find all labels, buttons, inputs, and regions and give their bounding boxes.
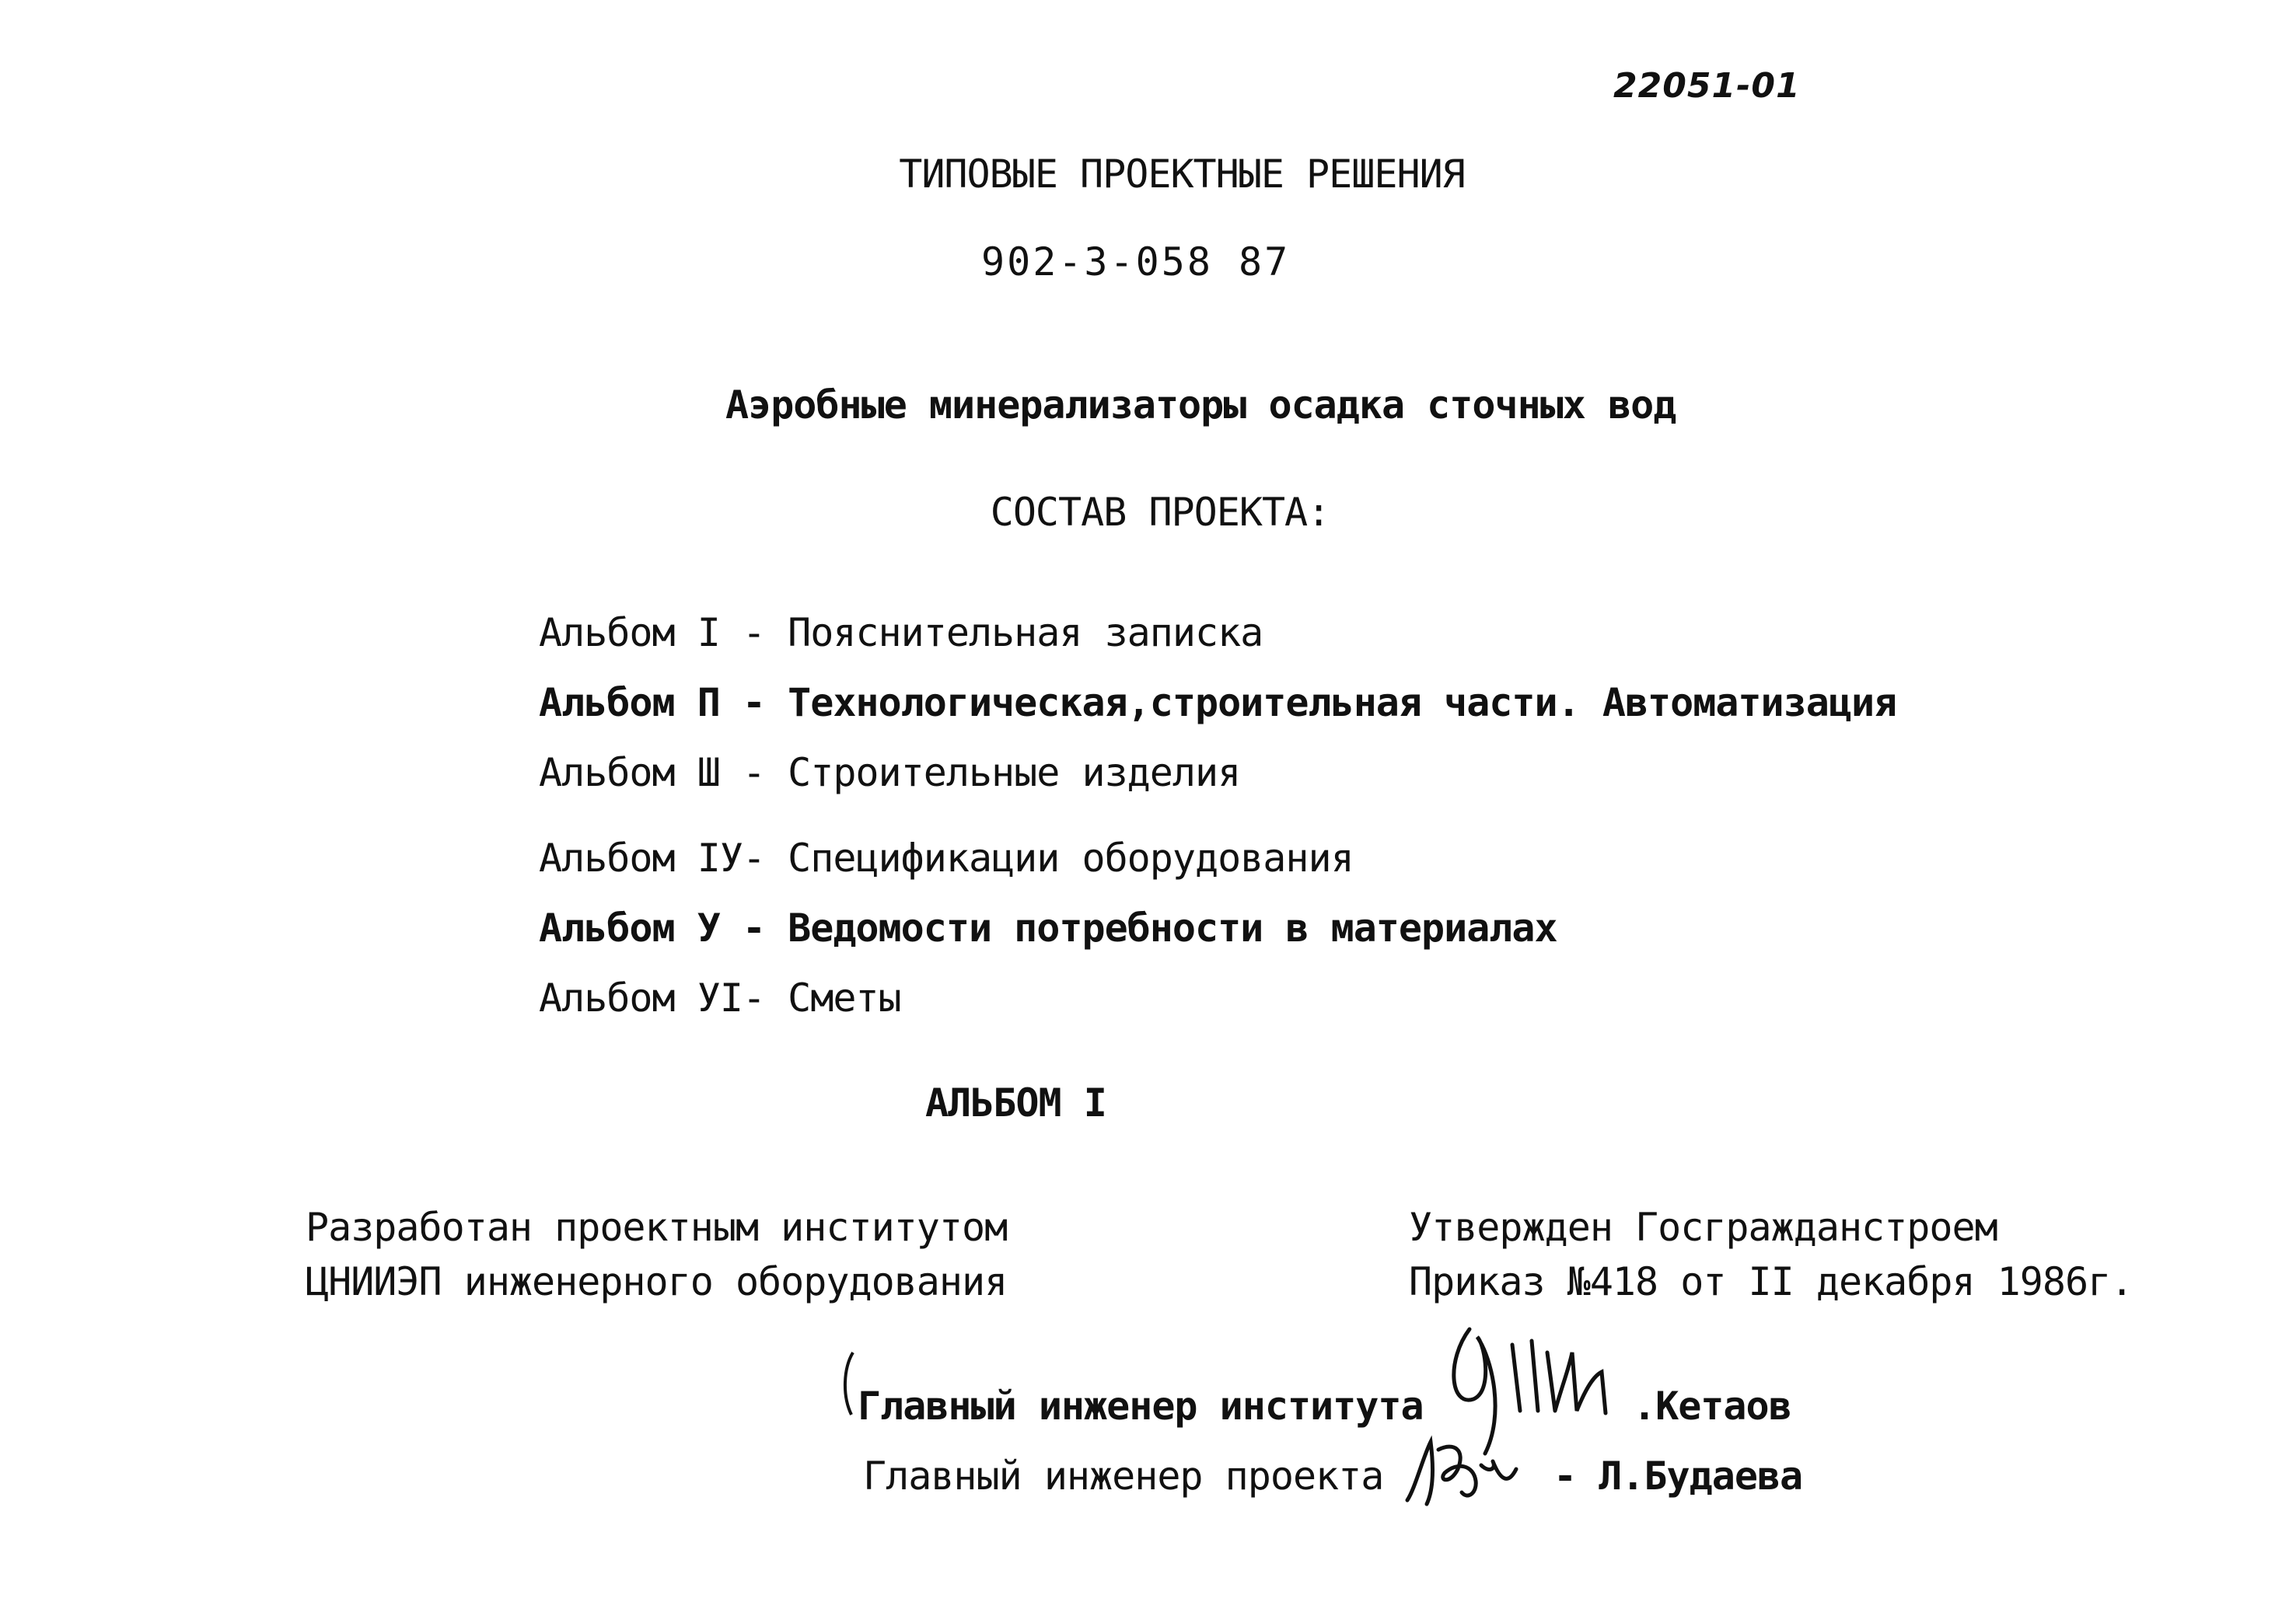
- composition-heading: СОСТАВ ПРОЕКТА:: [990, 490, 1330, 535]
- developer-line-2: ЦНИИЭП инженерного оборудования: [306, 1259, 1008, 1304]
- series-number: 902-3-058 87: [981, 239, 1291, 284]
- handwritten-signature: [1400, 1426, 1555, 1512]
- project-name: Аэробные минерализаторы осадка сточных вод: [725, 382, 1676, 428]
- approval-line-2: Приказ №418 от II декабря 1986г.: [1409, 1259, 2133, 1304]
- developer-line-1: Разработан проектным институтом: [306, 1205, 1008, 1250]
- document-title: ТИПОВЫЕ ПРОЕКТНЫЕ РЕШЕНИЯ: [899, 152, 1465, 197]
- album-item: Альбом I - Пояснительная записка: [539, 610, 1263, 655]
- signature-name: - Л.Будаева: [1553, 1454, 1803, 1499]
- album-item: Альбом IУ- Спецификации оборудования: [539, 836, 1354, 881]
- signature-name: .Кетаов: [1633, 1384, 1791, 1429]
- album-item: Альбом У - Ведомости потребности в материалах: [539, 906, 1557, 951]
- approval-line-1: Утвержден Госгражданстроем: [1409, 1205, 1997, 1250]
- album-item: Альбом УI- Сметы: [539, 976, 901, 1021]
- document-number: 22051-01: [1613, 66, 1801, 106]
- current-album: АЛЬБОМ I: [925, 1080, 1106, 1126]
- album-item: Альбом Ш - Строительные изделия: [539, 750, 1241, 795]
- album-item: Альбом П - Технологическая,строительная части. Автоматизация: [539, 680, 1897, 725]
- signature-role: Главный инженер института: [858, 1384, 1424, 1429]
- bracket-mark: [836, 1349, 859, 1419]
- signature-role: Главный инженер проекта: [863, 1454, 1384, 1499]
